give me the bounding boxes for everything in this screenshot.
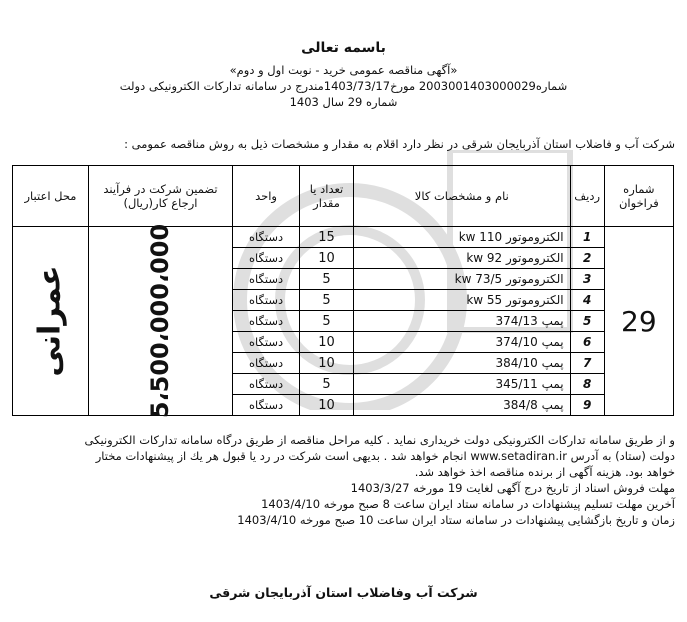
table-header-row — [13, 166, 674, 227]
item-unit: دستگاه — [233, 353, 300, 374]
body-line-6: زمان و تاریخ بازگشایی پیشنهادات در سامانه ستاد ایران ساعت 10 صبح مورخه 1403/4/10 — [237, 513, 675, 527]
row-number: 1 — [570, 227, 604, 248]
item-quantity: 10 — [300, 332, 354, 353]
item-quantity: 5 — [300, 374, 354, 395]
item-quantity: 10 — [300, 395, 354, 416]
item-name: الکتروموتور 110 kw — [353, 227, 570, 248]
credit-source: عمرانی — [32, 265, 68, 377]
header-lines — [0, 62, 687, 110]
item-unit: دستگاه — [233, 269, 300, 290]
item-unit: دستگاه — [233, 311, 300, 332]
item-name: الکتروموتور 55 kw — [353, 290, 570, 311]
document-title: باسمه تعالی — [301, 40, 386, 56]
item-quantity: 5 — [300, 290, 354, 311]
row-number: 6 — [570, 332, 604, 353]
body-line-4: مهلت فروش اسناد از تاریخ درج آگهی لغایت 19 مورخه 1403/3/27 — [350, 481, 675, 495]
item-unit: دستگاه — [233, 395, 300, 416]
number-line: شماره 29 سال 1403 — [289, 95, 398, 109]
item-quantity: 10 — [300, 248, 354, 269]
item-name: الکتروموتور 73/5 kw — [353, 269, 570, 290]
row-number: 4 — [570, 290, 604, 311]
item-quantity: 5 — [300, 311, 354, 332]
header-call-number: شماره فراخوان — [604, 166, 673, 227]
item-name: پمپ 384/10 — [353, 353, 570, 374]
item-name: الکتروموتور 92 kw — [353, 248, 570, 269]
item-name: پمپ 374/13 — [353, 311, 570, 332]
body-line-1: و از طریق سامانه تدارکات الکترونیکی دولت خریداری نماید . کلیه مراحل مناقصه از طریق درگاه سامانه تدارکات الکترونیکی — [84, 433, 675, 447]
item-unit: دستگاه — [233, 374, 300, 395]
body-line-3: خواهد بود. هزینه آگهی از برنده مناقصه اخذ خواهد شد. — [414, 465, 675, 479]
body-line-2: دولت (ستاد) به آدرس www.setadiran.ir انجام خواهد شد . بدیهی است شرکت در رد یا قبول هر یك از پیشنهادات مختار — [95, 449, 675, 463]
body-line-5: آخرین مهلت تسلیم پیشنهادات در سامانه ستاد ایران ساعت 8 صبح مورخه 1403/4/10 — [261, 497, 675, 511]
row-number: 7 — [570, 353, 604, 374]
item-name: پمپ 345/11 — [353, 374, 570, 395]
header-quantity: تعداد یا مقدار — [300, 166, 354, 227]
item-name: پمپ 374/10 — [353, 332, 570, 353]
call-number-cell: 29 — [604, 227, 673, 416]
header-credit: محل اعتبار — [13, 166, 89, 227]
item-quantity: 10 — [300, 353, 354, 374]
header-guarantee: تضمین شرکت در فرآیند ارجاع کار(ریال) — [88, 166, 232, 227]
reference-line: شماره2003001403000029 مورخ1403/73/17مندرج در سامانه تدارکات الکترونیکی دولت — [119, 79, 568, 93]
tender-table — [12, 165, 674, 419]
header-item: نام و مشخصات کالا — [353, 166, 570, 227]
row-number: 9 — [570, 395, 604, 416]
row-number: 3 — [570, 269, 604, 290]
row-number: 8 — [570, 374, 604, 395]
item-unit: دستگاه — [233, 290, 300, 311]
table-row — [13, 227, 674, 248]
intro-text: شرکت آب و فاضلاب استان آذربایجان شرقی در نظر دارد اقلام به مقدار و مشخصات ذیل به روش مناقصه عمومی : — [124, 137, 675, 151]
subtitle: «آگهی مناقصه عمومی خرید - نوبت اول و دوم» — [229, 63, 458, 77]
item-quantity: 15 — [300, 227, 354, 248]
body-text — [13, 432, 675, 528]
footer-company: شرکت آب وفاضلاب استان آذربایجان شرقی — [209, 585, 478, 600]
row-number: 5 — [570, 311, 604, 332]
item-unit: دستگاه — [233, 227, 300, 248]
guarantee-cell — [88, 223, 232, 419]
item-unit: دستگاه — [233, 248, 300, 269]
credit-cell — [13, 227, 89, 416]
header-row: ردیف — [570, 166, 604, 227]
item-unit: دستگاه — [233, 332, 300, 353]
guarantee-amount: 5،500،000،000 — [146, 223, 175, 419]
row-number: 2 — [570, 248, 604, 269]
item-name: پمپ 384/8 — [353, 395, 570, 416]
item-quantity: 5 — [300, 269, 354, 290]
header-unit: واحد — [233, 166, 300, 227]
